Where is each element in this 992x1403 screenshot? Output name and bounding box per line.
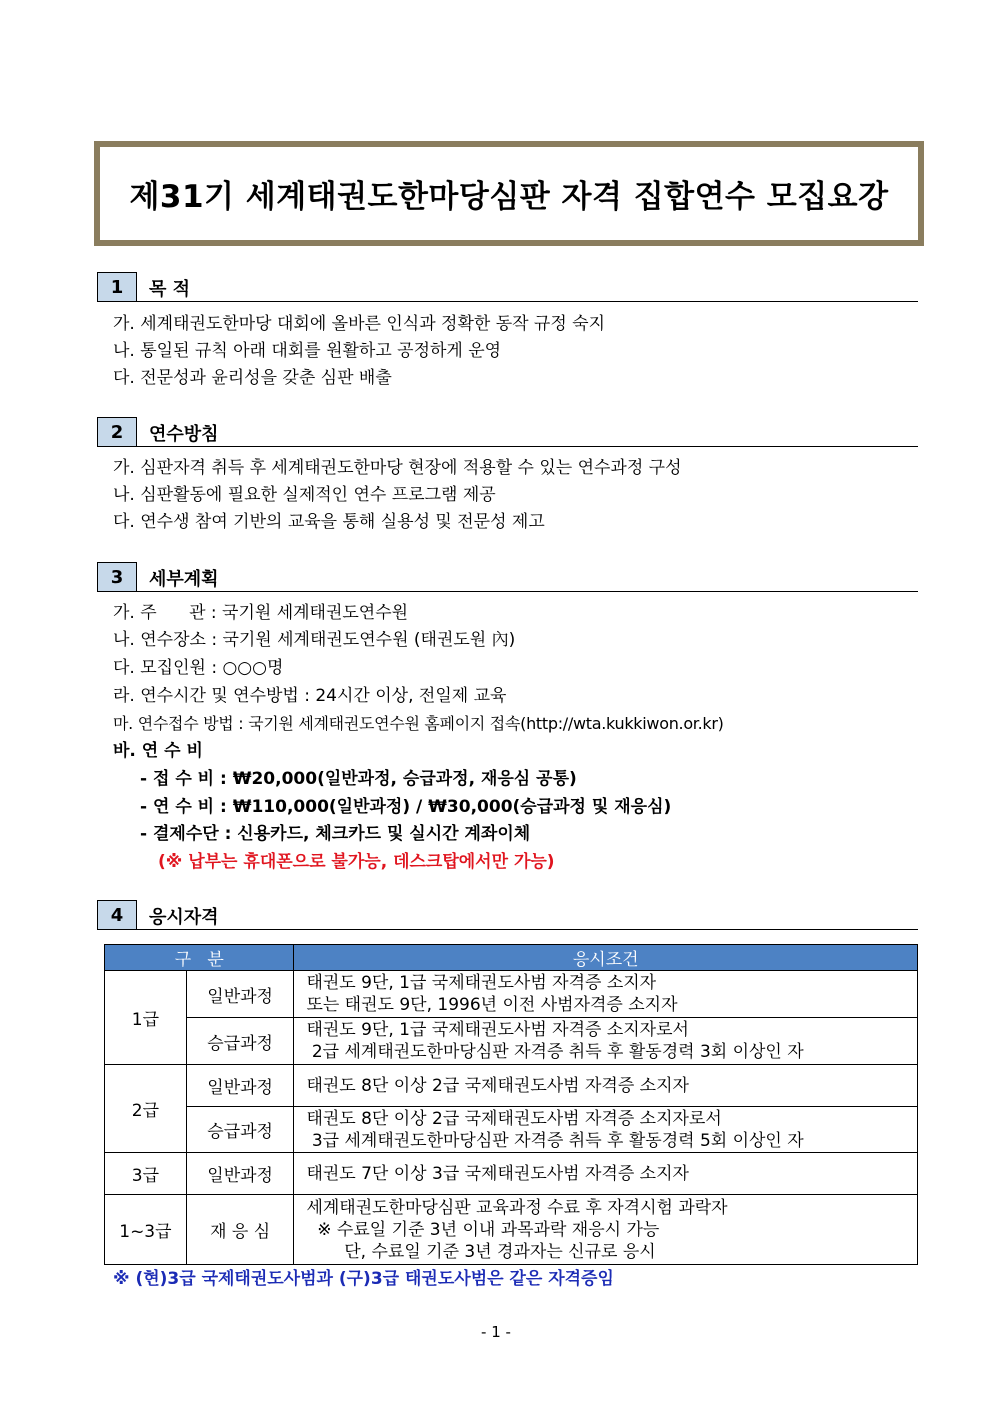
table-row — [105, 1065, 918, 1107]
condition-line: 태권도 7단 이상 3급 국제태권도사범 자격증 소지자 — [306, 1163, 689, 1184]
condition-line: 태권도 8단 이상 2급 국제태권도사범 자격증 소지자 — [306, 1075, 689, 1096]
fee-line: - 연 수 비 : ₩110,000(일반과정) / ₩30,000(승급과정 및 재응심) — [140, 797, 672, 817]
fee-line: - 접 수 비 : ₩20,000(일반과정, 승급과정, 재응심 공통) — [140, 769, 577, 789]
condition-cell — [294, 1065, 918, 1107]
condition-cell — [294, 1195, 918, 1265]
section-number: 3 — [97, 562, 137, 591]
list-item: 가. 심판자격 취득 후 세계태권도한마당 현장에 적용할 수 있는 연수과정 구성 — [113, 458, 682, 478]
payment-warning: (※ 납부는 휴대폰으로 불가능, 데스크탑에서만 가능) — [158, 852, 555, 872]
condition-line: 2급 세계태권도한마당심판 자격증 취득 후 활동경력 3회 이상인 자 — [306, 1042, 804, 1062]
table-row — [105, 1018, 918, 1065]
condition-line: 태권도 9단, 1급 국제태권도사범 자격증 소지자로서 — [306, 1020, 689, 1040]
section-number: 1 — [97, 272, 137, 301]
section-title: 세부계획 — [149, 569, 219, 590]
course-cell: 일반과정 — [186, 1153, 294, 1195]
table-row — [105, 1107, 918, 1153]
section-number: 4 — [97, 900, 137, 929]
condition-cell — [294, 971, 918, 1018]
condition-cell — [294, 1107, 918, 1153]
list-item: 다. 전문성과 윤리성을 갖춘 심판 배출 — [113, 368, 392, 388]
list-item: 나. 연수장소 : 국기원 세계태권도연수원 (태권도원 內) — [113, 630, 516, 650]
section-1-header — [97, 272, 918, 302]
condition-line: 태권도 9단, 1급 국제태권도사범 자격증 소지자 — [306, 973, 657, 993]
section-2-header — [97, 417, 918, 447]
grade-cell: 2급 — [105, 1065, 187, 1153]
list-item: 나. 심판활동에 필요한 실제적인 연수 프로그램 제공 — [113, 485, 496, 505]
course-cell: 재 응 심 — [186, 1195, 294, 1265]
section-title: 목 적 — [149, 279, 191, 300]
fee-heading: 바. 연 수 비 — [113, 741, 203, 761]
page-number: - 1 - — [481, 1323, 511, 1341]
course-cell: 승급과정 — [186, 1107, 294, 1153]
condition-cell — [294, 1018, 918, 1065]
table-row — [105, 1153, 918, 1195]
section-title: 응시자격 — [149, 907, 219, 928]
qualification-note: ※ (현)3급 국제태권도사범과 (구)3급 태권도사범은 같은 자격증임 — [113, 1269, 614, 1289]
course-cell: 일반과정 — [186, 971, 294, 1018]
list-item: 나. 통일된 규칙 아래 대회를 원활하고 공정하게 운영 — [113, 341, 502, 361]
table-header-category: 구 분 — [105, 945, 294, 971]
grade-cell: 1급 — [105, 971, 187, 1065]
condition-line: 단, 수료일 기준 3년 경과자는 신규로 응시 — [306, 1241, 656, 1262]
course-cell: 승급과정 — [186, 1018, 294, 1065]
list-item: 다. 연수생 참여 기반의 교육을 통해 실용성 및 전문성 제고 — [113, 512, 545, 532]
grade-cell: 1~3급 — [105, 1195, 187, 1265]
condition-line: 세계태권도한마당심판 교육과정 수료 후 자격시험 과락자 — [306, 1197, 728, 1218]
table-row — [105, 971, 918, 1018]
title-box — [94, 141, 924, 246]
list-item: 라. 연수시간 및 연수방법 : 24시간 이상, 전일제 교육 — [113, 686, 507, 706]
course-cell: 일반과정 — [186, 1065, 294, 1107]
page-title: 제31기 세계태권도한마당심판 자격 집합연수 모집요강 — [129, 179, 889, 215]
table-header-condition: 응시조건 — [294, 945, 918, 971]
condition-line: 3급 세계태권도한마당심판 자격증 취득 후 활동경력 5회 이상인 자 — [306, 1130, 804, 1151]
list-item: 가. 주 관 : 국기원 세계태권도연수원 — [113, 603, 409, 623]
condition-cell — [294, 1153, 918, 1195]
condition-line: ※ 수료일 기준 3년 이내 과목과락 재응시 가능 — [306, 1219, 660, 1240]
table-row — [105, 1195, 918, 1265]
condition-line: 태권도 8단 이상 2급 국제태권도사범 자격증 소지자로서 — [306, 1108, 722, 1129]
condition-line: 또는 태권도 9단, 1996년 이전 사범자격증 소지자 — [306, 995, 678, 1015]
section-number: 2 — [97, 417, 137, 446]
qualification-table — [104, 944, 918, 1265]
table-header-row — [105, 945, 918, 971]
list-item: 다. 모집인원 : ○○○명 — [113, 658, 284, 678]
list-item: 마. 연수접수 방법 : 국기원 세계태권도연수원 홈페이지 접속(http://wta.kukkiwon.or.kr) — [113, 714, 724, 733]
grade-cell: 3급 — [105, 1153, 187, 1195]
fee-line: - 결제수단 : 신용카드, 체크카드 및 실시간 계좌이체 — [140, 824, 531, 844]
section-4-header — [97, 900, 918, 930]
list-item: 가. 세계태권도한마당 대회에 올바른 인식과 정확한 동작 규정 숙지 — [113, 314, 606, 334]
section-3-header — [97, 562, 918, 592]
section-title: 연수방침 — [149, 424, 219, 445]
